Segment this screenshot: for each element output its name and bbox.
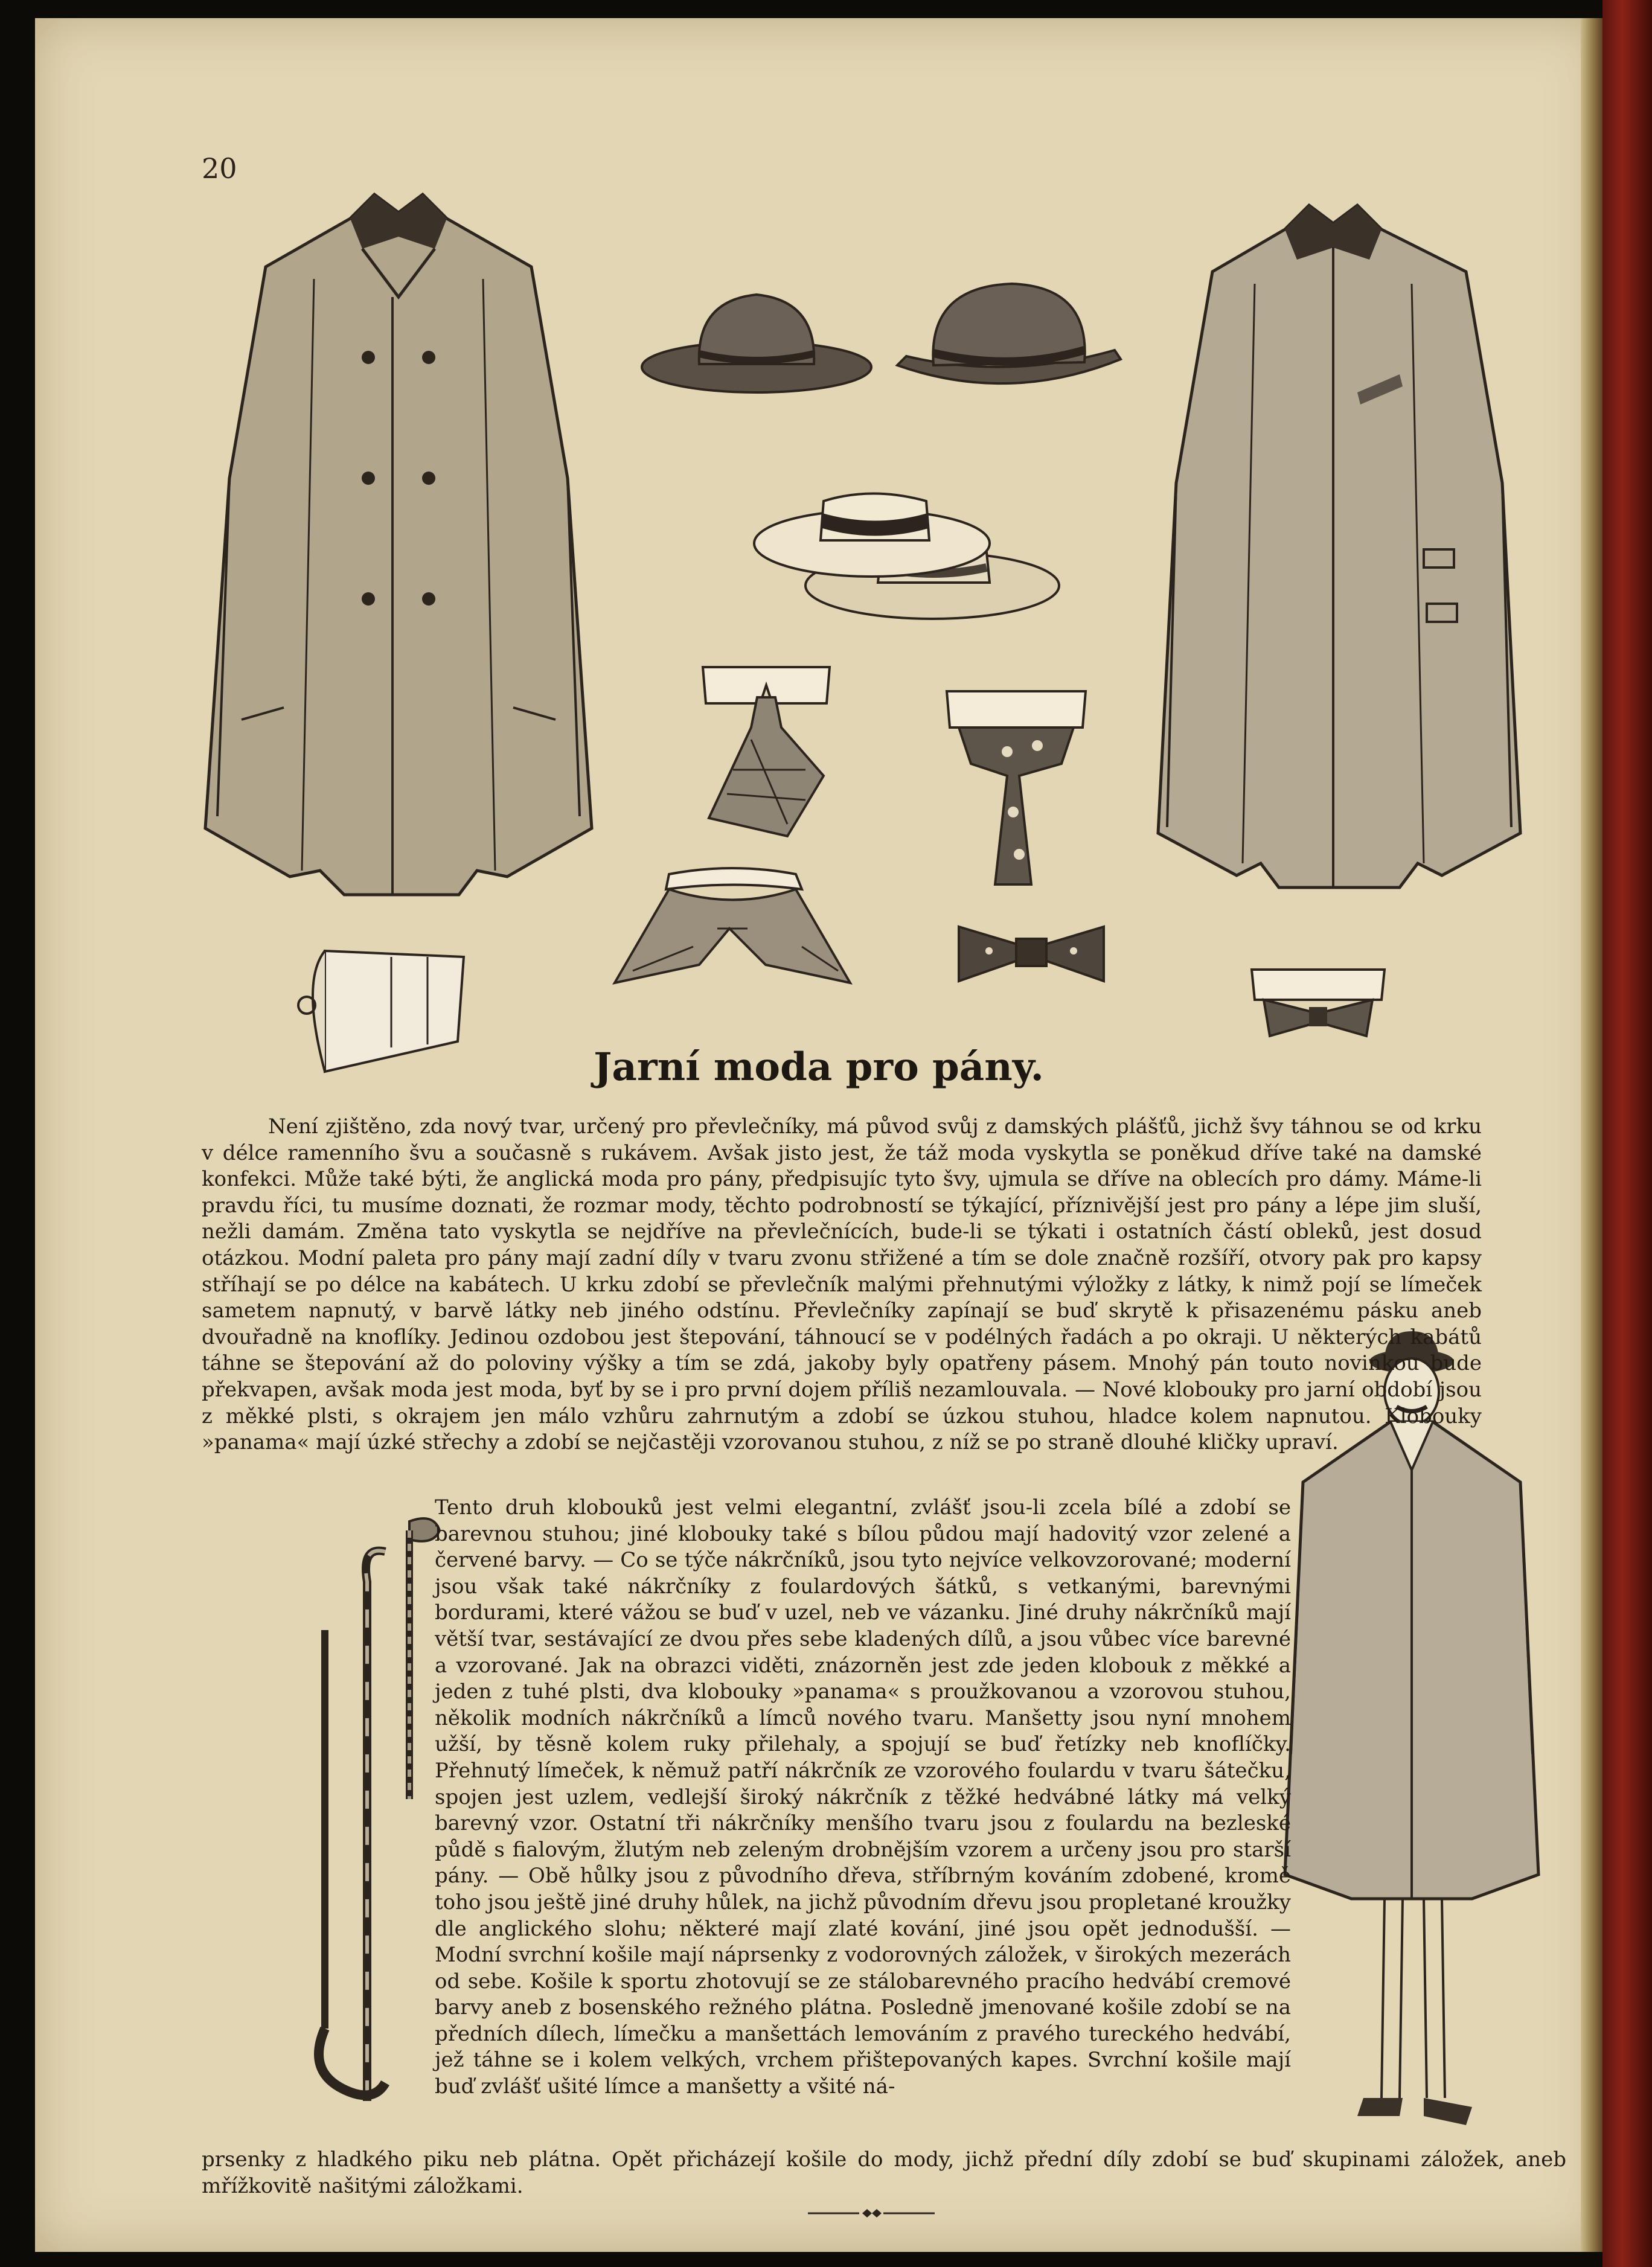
paragraph-middle: Tento druh klobouků jest velmi elegantní, zvlášť jsou-li zcela bílé a zdobí se barevnou stuhou; jiné klobouky také s bílou půdou mají hadovitý vzor zelené a červené barvy. — Co se týče nákrčníků, jsou tyto nejvíce velkovzorované; moderní jsou však také nákrčníky z foulardových šátků, s vetkanými, barevnými bordurami, které vážou se buď v uzel, neb ve vázanku. Jiné druhy nákrčníků mají větší tvar, sestávající ze dvou přes sebe kladených dílů, a jsou vůbec více barevné a vzorované. Jak na obrazci viděti, znázorněn jest zde jeden klobouk z měkké a jeden z tuhé plsti, dva klobouky »panama« s proužkovanou a vzorovou stuhou, několik modních nákrčníků a límců nového tvaru. Manšetty jsou nyní mnohem užší, by těsně kolem ruky přilehaly, a spojují se buď řetízky neb knoflíčky. Přehnutý límeček, k němuž patří nákrčník ze vzorového foulardu v tvaru šátečku, spojen jest uzlem, vedlejší široký nákrčník z těžké hedvábné látky má velký barevný vzor. Ostatní tři nákrčníky menšího tvaru jsou z foulardu na bezleské půdě s fialovým, žlutým neb zeleným drobnějším vzorem a určeny jsou pro starší pány. — Obě hůlky jsou z původního dřeva, stříbrným kováním zdobené, kromě toho jsou ještě jiné druhy hůlek, na jichž původním dřevu jsou propletané kroužky dle anglického slohu; některé mají zlaté kování, jiné jsou opět jednodušší. — Modní svrchní košile mají náprsenky z vodorovných záložek, v širokých mezerách od sebe. Košile k sportu zhotovují se ze stálobarevného pracího hedvábí cremové barvy aneb z bosenského režného plátna. Posledně jmenované košile zdobí se na předních dílech, límečku a manšettách lemováním z pravého tureckého hedvábí, jež táhne se i kolem velkých, vrchem přištepovaných kapes. Svrchní košile mají buď zvlášť ušité límce a manšetty a všité ná- bbox=[435, 1495, 1291, 2099]
magazine-page bbox=[35, 18, 1602, 2252]
silk-neckerchief-illustration bbox=[609, 862, 856, 998]
paragraph-lower: prsenky z hladkého piku neb plátna. Opět přicházejí košile do mody, jichž přední díly zdobí se buď skupinami záložek, aneb mřížkovitě našitými záložkami. bbox=[202, 2147, 1566, 2198]
knotted-bow-tie-illustration bbox=[953, 915, 1110, 990]
article-body-lower bbox=[202, 2147, 1566, 2199]
article-title: Jarní moda pro pány. bbox=[594, 1044, 1044, 1090]
collar-with-tie-illustration bbox=[697, 661, 836, 842]
double-breasted-overcoat-illustration bbox=[193, 176, 604, 901]
article-body-middle bbox=[435, 1495, 1291, 2100]
page-gutter bbox=[1581, 18, 1602, 2252]
patterned-cravat-illustration bbox=[941, 685, 1092, 890]
ornament-divider bbox=[808, 2207, 935, 2219]
raglan-overcoat-illustration bbox=[1152, 193, 1526, 894]
panama-hats-illustration bbox=[751, 468, 1065, 625]
paragraph-upper: Není zjištěno, zda nový tvar, určený pro převlečníky, má původ svůj z damských plášťů, jichž švy táhnou se od krku v délce ramenního švu a současně s rukávem. Avšak jisto jest, že táž moda vyskytla se poněkud dříve také na damské konfekci. Může také býti, že anglická moda pro pány, předpisujíc tyto švy, ujmula se dříve na oblecích pro dámy. Máme-li pravdu říci, tu musíme doznati, že rozmar mody, těchto podrobností se týkající, příznivější jest pro pány a lépe jim sluší, nežli damám. Změna tato vyskytla se nejdříve na převlečnících, bude-li se týkati i ostatních částí obleků, jest dosud otázkou. Modní paleta pro pány mají zadní díly v tvaru zvonu střižené a tím se dole značně rozšíří, otvory pak pro kapsy stříhají se po délce na kabátech. U krku zdobí se převlečník malými přehnutými výložky z látky, k nimž pojí se límeček sametem napnutý, v barvě látky neb jiného odstínu. Převlečníky zapínají se buď skrytě k přisazenému pásku aneb dvouřadně na knoflíky. Jedinou ozdobou jest štepování, táhnoucí se v podélných řadách a po okraji. U některých kabátů táhne se štepování až do poloviny výšky a tím se zdá, jakoby byly opatřeny pásem. Mnohý pán touto novinkou bude překvapen, avšak moda jest moda, byť by se i pro první dojem příliš nezamlouvala. — Nové klobouky pro jarní období jsou z měkké plsti, s okrajem jen málo vzhůru zahrnutým a zdobí se úzkou stuhou, hladce kolem napnutou. Klobouky »panama« mají úzké střechy a zdobí se nejčastěji vzorovanou stuhou, z níž se po straně dlouhé kličky upraví. bbox=[202, 1114, 1482, 1455]
walking-canes-illustration bbox=[289, 1509, 446, 2119]
bowler-hat-illustration bbox=[891, 275, 1127, 401]
page-number: 20 bbox=[202, 152, 237, 185]
book-spine-cover bbox=[1602, 0, 1652, 2267]
soft-felt-hat-illustration bbox=[639, 283, 874, 397]
collar-with-bow-illustration bbox=[1246, 964, 1391, 1042]
article-body-upper bbox=[202, 1114, 1482, 1456]
